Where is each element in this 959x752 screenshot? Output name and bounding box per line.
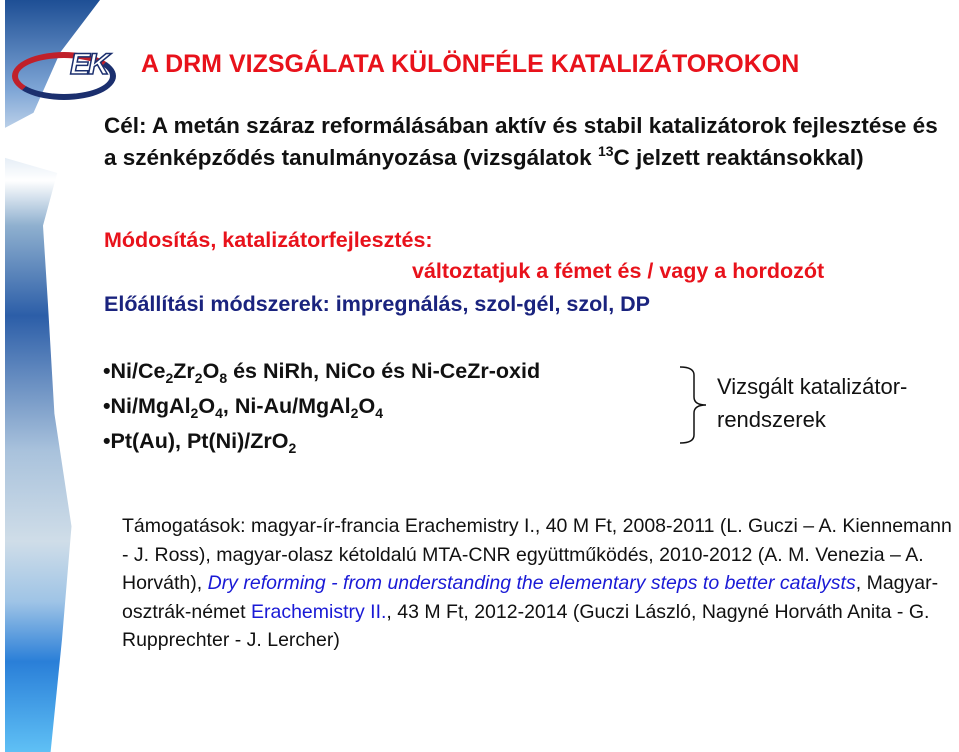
- logo-text: EK: [70, 48, 108, 81]
- systems-label-line2: rendszerek: [717, 407, 826, 432]
- subscript: 2: [165, 370, 174, 386]
- catalyst-bullet: [103, 359, 540, 384]
- bullet-text: •Pt(Au), Pt(Ni)/ZrO: [103, 429, 289, 453]
- funding-part2: , Magyar-osztrák-német: [122, 572, 939, 623]
- project-title-link[interactable]: Dry reforming - from understanding the elementary steps to better catalysts: [207, 572, 856, 595]
- goal-part2: C jelzett reaktánsokkal): [613, 145, 864, 170]
- erachemistry-ii-link[interactable]: Erachemistry II.: [250, 600, 387, 623]
- subscript: 2: [350, 405, 359, 421]
- bullet-text: Zr: [173, 359, 195, 383]
- bullet-text: és NiRh, NiCo és Ni-CeZr-oxid: [227, 359, 541, 383]
- bullet-text: •Ni/MgAl: [103, 394, 191, 418]
- systems-label: [717, 370, 907, 436]
- bullet-text: O: [202, 359, 220, 383]
- bullet-text: O: [198, 394, 216, 418]
- funding-text: [122, 512, 952, 655]
- goal-part1: Cél: A metán száraz reformálásában aktív és stabil katalizátorok fejlesztése és a szénképződés tanulmányozása (vizsgálatok: [104, 113, 938, 170]
- slide-title: A DRM VIZSGÁLATA KÜLÖNFÉLE KATALIZÁTOROKON: [141, 50, 800, 78]
- right-brace-icon: [678, 365, 708, 445]
- goal-text: [104, 110, 954, 174]
- preparation-methods: Előállítási módszerek: impregnálás, szol-gél, szol, DP: [104, 292, 651, 316]
- subscript: 4: [375, 405, 383, 421]
- subscript: 2: [190, 405, 199, 421]
- catalyst-bullet: [103, 429, 296, 454]
- modification-detail: változtatjuk a fémet és / vagy a hordozót: [412, 259, 825, 283]
- catalyst-bullet: [103, 394, 383, 419]
- funding-part1: Támogatások: magyar-ír-francia Erachemistry I., 40 M Ft, 2008-2011 (L. Guczi – A. Kiennemann - J. Ross), magyar-olasz kétoldalú MTA-CNR együttműködés, 2010-2012 (A. M. Venezia – A. Horváth),: [122, 515, 952, 595]
- modification-label: Módosítás, katalizátorfejlesztés:: [104, 228, 433, 252]
- bullet-text: , Ni-Au/MgAl: [222, 394, 351, 418]
- bullet-text: •Ni/Ce: [103, 359, 166, 383]
- decorative-side-image: [5, 0, 100, 752]
- isotope-superscript: 13: [597, 143, 614, 159]
- subscript: 4: [215, 405, 223, 421]
- subscript: 2: [194, 370, 203, 386]
- subscript: 8: [219, 370, 228, 386]
- systems-label-line1: Vizsgált katalizátor-: [717, 374, 908, 399]
- ek-logo: [10, 40, 120, 102]
- bullet-text: O: [358, 394, 376, 418]
- subscript: 2: [288, 440, 297, 456]
- funding-part3: , 43 M Ft, 2012-2014 (Guczi László, Nagyné Horváth Anita - G. Rupprechter - J. Lercher): [122, 600, 930, 652]
